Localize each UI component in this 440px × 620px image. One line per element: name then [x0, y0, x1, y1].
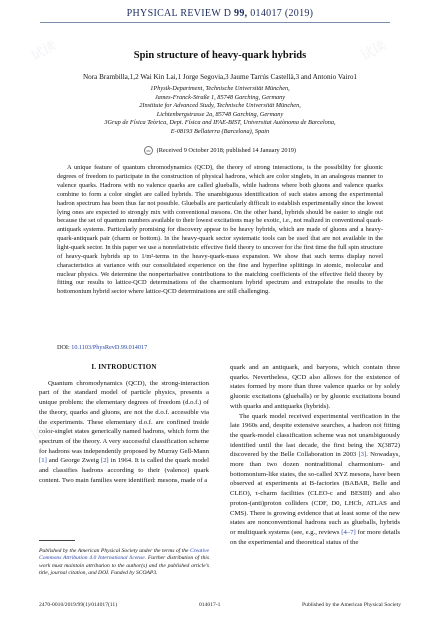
paragraph: [230, 412, 400, 548]
citation-link[interactable]: [3]: [358, 451, 367, 459]
journal-volume: 99,: [234, 8, 248, 19]
affiliation-line: James-Franck-Straße 1, 85748 Garching, Germany: [154, 93, 286, 101]
article-number: 014017 (2019): [250, 8, 314, 19]
journal-name: PHYSICAL REVIEW D: [126, 8, 232, 19]
paragraph-text: and George Zweig: [48, 457, 99, 465]
journal-header: [0, 8, 440, 19]
received-text: (Received 9 October 2018; published 14 January 2019): [156, 146, 296, 154]
watermark: 试读: [28, 418, 59, 444]
left-column: [39, 363, 209, 485]
affiliation-line: 2Institute for Advanced Study, Technische Universität München,: [139, 102, 301, 110]
license-link[interactable]: Creative Commons Attribution 4.0 International license.: [39, 548, 209, 562]
footnote-rule: [39, 540, 75, 541]
abstract: A unique feature of quantum chromodynamics (QCD), the theory of strong interactions, is the possibility for gluonic degrees of freedom to participate in the construction of physical hadrons, which are color singlets, in an analogous manner to valence quarks. Hadrons with no valence quarks are called glueballs, while hadrons where both gluons and valence quarks combine to form a color singlet are called hybrids. The unambiguous identification of such states among the experimental hadron spectrum has been thus far not possible. Glueballs are particularly difficult to establish experimentally since the lowest lying ones are expected to strongly mix with conventional mesons. On the other hand, hybrids should be easier to single out because the set of quantum numbers available to their lowest excitations may be exotic, i.e., not realized in conventional quark-antiquark systems. Particularly promising for discovery appear to be heavy hybrids, which are made of gluons and a heavy-quark-antiquark pair (charm or bottom). In the heavy-quark sector systematic tools can be used that are not available in the light-quark sector. In this paper we use a nonrelativistic effective field theory to uncover for the first time the full spin structure of heavy-quark hybrids up to 1/m²-terms in the heavy-quark-mass expansion. We show that such terms display novel characteristics at variance with our consolidated experience on the fine and hyperfine splittings in atomic, molecular and nuclear physics. We determine the nonperturbative contributions to the matching coefficients of the effective field theory by fitting our results to lattice-QCD determinations of the charmonium hybrid spectrum and extrapolate the results to the bottomonium hybrid sector where lattice-QCD determinations are still challenging.: [57, 164, 383, 296]
watermark: 试读: [358, 418, 389, 444]
affiliation-line: Lichtenbergstrasse 2a, 85748 Garching, Germany: [156, 110, 284, 118]
watermark: 试读: [288, 228, 319, 254]
doi-link[interactable]: 10.1103/PhysRevD.99.014017: [71, 344, 148, 351]
license-footnote: [39, 548, 209, 578]
author-list: Nora Brambilla,1,2 Wai Kin Lai,1 Jorge Segovia,3 Jaume Tarrús Castellà,3 and Antonio Vairo1: [82, 73, 358, 81]
right-column: [230, 363, 400, 547]
article-title: Spin structure of heavy-quark hybrids: [133, 50, 307, 61]
affiliation-line: 1Physik-Department, Technische Universität München,: [150, 85, 290, 92]
paragraph-text: Quantum chromodynamics (QCD), the strong-interaction part of the standard model of particle physics, presents a unique problem: the elementary degrees of freedom (d.o.f.) of the theory, quarks and gluons, are not the d.o.f. accessible via the experiments. These elementary d.o.f. are confined inside color-singlet states generically named hadrons, which form the spectrum of the theory. A very successful classification scheme for hadrons was independently proposed by Murray Gell-Mann: [39, 379, 209, 455]
paragraph: [39, 379, 209, 486]
footer-publisher: Published by the American Physical Society: [302, 602, 401, 608]
affiliation-line: 3Grup de Física Teòrica, Dept. Física and IFAE-BIST, Universitat Autònoma de Barcelona,: [104, 119, 336, 127]
citation-link[interactable]: [1]: [39, 457, 47, 465]
footer-issn: 2470-0010/2019/99(1)/014017(11): [39, 602, 118, 608]
footnote-text: Published by the American Physical Society under the terms of the: [39, 548, 189, 554]
affiliation-line: E-08193 Bellaterra (Barcelona), Spain: [170, 127, 270, 135]
section-heading: I. INTRODUCTION: [91, 363, 157, 371]
paragraph: quark and an antiquark, and baryons, which contain three quarks. Nevertheless, QCD also allows for the existence of states formed by more than three valence quarks or by solely gluonic excitations (glueballs) or by gluonic excitations bound with quarks and antiquarks (hybrids).: [230, 364, 400, 410]
doi-label: DOI:: [57, 344, 70, 351]
received-dates: [0, 146, 440, 155]
paragraph-text: The quark model received experimental verification in the late 1960s and, despite extensive searches, a hadron not fitting the quark-model classification scheme was not unambiguously identified until the last decade, the first being the X(3872) discovered by the Belle Collaboration in 2003: [230, 412, 400, 459]
doi-line: [57, 344, 147, 351]
footer-page-number: 014017-1: [199, 602, 221, 608]
creative-commons-icon: cc: [144, 146, 153, 155]
header-rule: [40, 22, 390, 23]
affiliations: [60, 85, 380, 137]
paragraph-text: . Nowadays, more than two dozen nontraditional charmonium- and bottomonium-like states, the so-called XYZ mesons, have been observed at experiments at B-factories (BABAR, Belle and CLEO), τ-charm facilities (CLEO-c and BESIII) and also proton-(anti)proton colliders (CDF, D0, LHCb, ATLAS and CMS). There is growing evidence that at least some of the new states are nonconventional hadrons such as glueballs, hybrids or multiquark systems (see, e.g., reviews: [230, 451, 401, 536]
citation-link[interactable]: [4–7]: [341, 528, 356, 536]
watermark: 试读: [28, 38, 59, 64]
paragraph-text: for more details on the experimental and theoretical status of the: [230, 528, 400, 546]
watermark: 试读: [148, 228, 179, 254]
paragraph-text: in 1964. It is called the quark model and classifies hadrons according to their (valence) quark content. Two main families were identified: mesons, made of a: [39, 457, 210, 484]
footnote-text: Further distribution of this work must maintain attribution to the author(s) and the published article’s title, journal citation, and DOI. Funded by SCOAP3.: [39, 555, 209, 577]
watermark: 试读: [358, 38, 389, 64]
citation-link[interactable]: [2]: [100, 457, 109, 465]
